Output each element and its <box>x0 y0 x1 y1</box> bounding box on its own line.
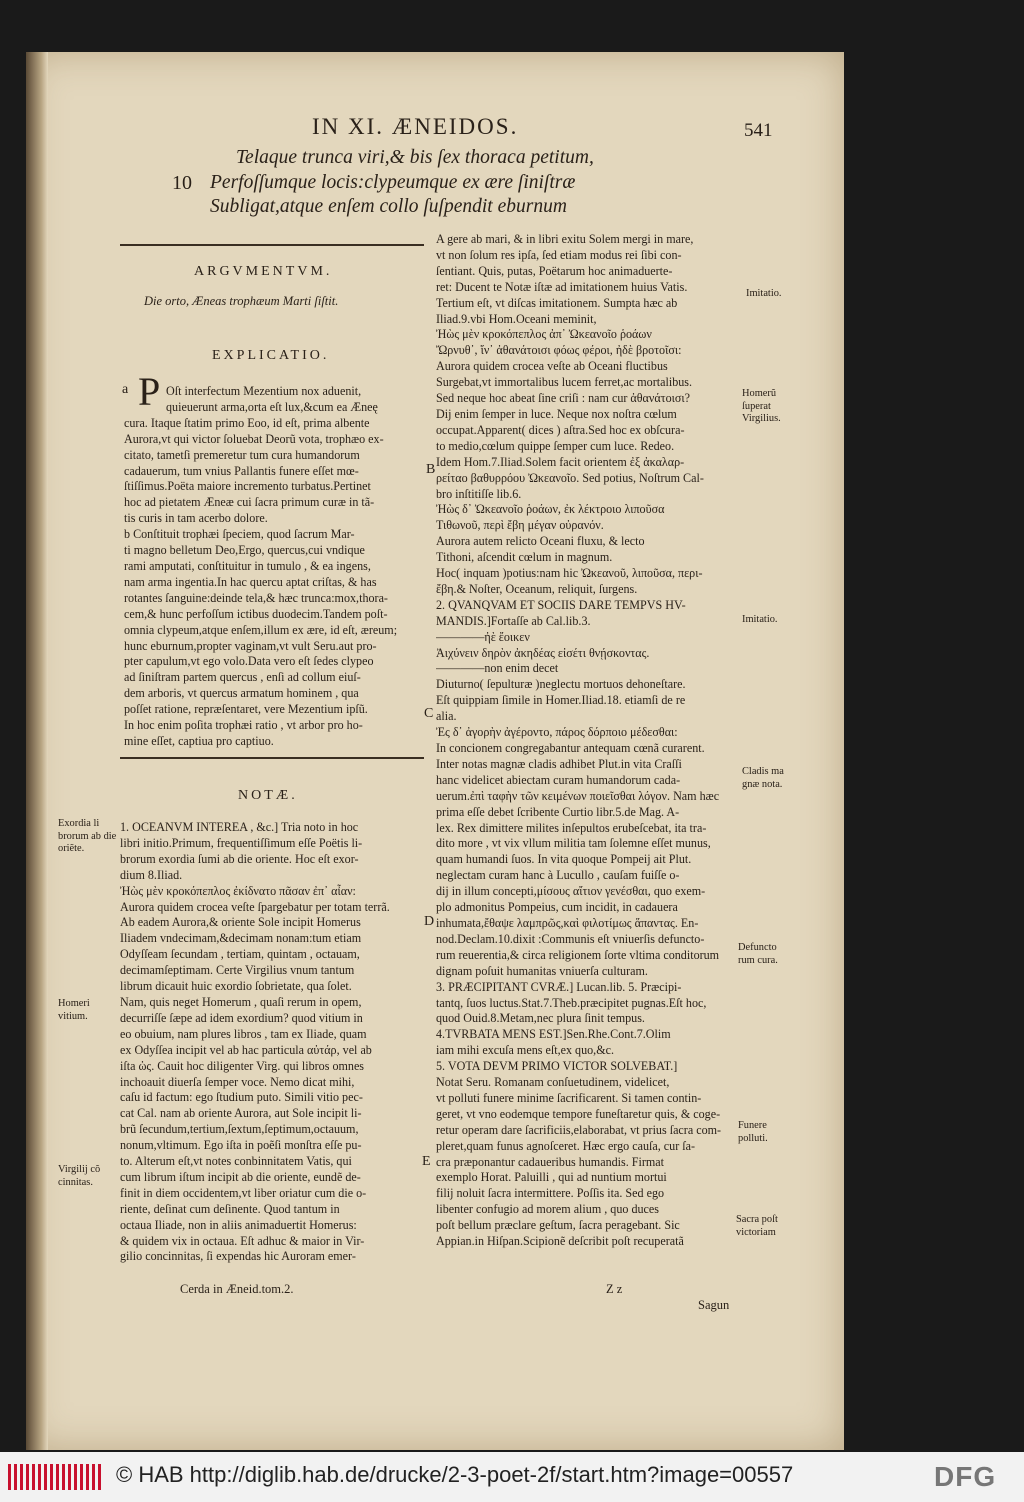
right-column-lines-line: 3. PRÆCIPITANT CVRÆ.] Lucan.lib. 5. Præcipi- <box>436 979 682 994</box>
notae-rule <box>120 757 424 759</box>
right-column-lines-line: quod Ouid.8.Metam,nec plura ſinit tempus. <box>436 1011 645 1026</box>
verse-line-1: Telaque trunca viri,& bis ſex thoraca petitum, <box>236 147 594 168</box>
column-letter-e: E <box>422 1154 431 1169</box>
notae-lines-line: Iliadem vndecimam,&decimam nonam:tum etiam <box>120 931 362 946</box>
notae-lines-line: to. Alterum eſt,vt notes conbinnitatem Vatis, qui <box>120 1154 352 1169</box>
right-column-lines-line: rum reuerentia,& circa religionem ſorte vltima conditorum <box>436 947 720 962</box>
notae-lines-line: cum librum iſtum incipit ab die oriente, eundẽ de- <box>120 1169 361 1184</box>
explicatio-mark-a: a <box>122 382 129 397</box>
explicatio-lines-line: cadauerum, tum vnius Pallantis funere eſſet mœ- <box>124 463 359 478</box>
right-column-lines-line: dignam poſuit humanitas vniuerſa culturam. <box>436 963 648 978</box>
right-column-lines-line: exemplo Horat. Paluilli , qui ad nuntium mortui <box>436 1170 667 1185</box>
right-column-lines-line: ret: Ducent te Notæ iſtæ ad imitationem huius Vatis. <box>436 279 688 294</box>
right-column-lines-line: 2. QVANQVAM ET SOCIIS DARE TEMPVS HV- <box>436 597 686 612</box>
right-column-lines-line: Inter notas magnæ cladis adhibet Plut.in vita Craſſi <box>436 756 682 771</box>
right-column-lines-line: Diuturno( ſepulturæ )neglectu mortuos dehoneſtare. <box>436 677 686 692</box>
footer-credit-link[interactable]: © HAB http://diglib.hab.de/drucke/2-3-poet-2f/start.htm?image=00557 <box>116 1462 794 1487</box>
right-column-lines-line: Sed neque hoc abeat ſine criſi : nam cur ἀθανάτοισι? <box>436 391 691 406</box>
right-column-body <box>436 232 740 1250</box>
margin-note-homeri: Homeri vitium. <box>58 998 90 1022</box>
right-column-lines-line: lex. Rex dimittere milites inſepultos erubeſcebat, ita tra- <box>436 820 707 835</box>
explicatio-lines-line: rami amputati, conſtituitur in tumulo , & ea ingens, <box>124 558 371 573</box>
notae-lines-line: brorum exordia ſumi ab die oriente. Hoc eſt exor- <box>120 851 359 866</box>
right-column-lines-line: occupat.Apparent( dices ) aſtra.Sed hoc ex obſcura- <box>436 422 685 437</box>
right-column-lines-line: Surgebat,vt immortalibus lucem ferret,ac mortalibus. <box>436 375 693 390</box>
right-column-lines-line: 5. VOTA DEVM PRIMO VICTOR SOLVEBAT.] <box>436 1059 678 1074</box>
explicatio-lines-line: quieuerunt arma,orta eſt lux,&cum ea Æneę <box>166 399 378 414</box>
dfg-logo: DFG <box>934 1461 997 1492</box>
notae-lines-line: caſu id factum: ego ſtudium puto. Simili vitio pec- <box>120 1090 363 1105</box>
margin-note-cladis: Cladis ma gnæ nota. <box>742 766 784 790</box>
explicatio-lines-line: cura. Itaque ſtatim primo Eoo, id eſt, prima albente <box>124 415 370 430</box>
explicatio-title: EXPLICATIO. <box>212 348 330 363</box>
right-column-lines-line: Notat Seru. Romanam conſuetudinem, videlicet, <box>436 1075 670 1090</box>
explicatio-lines-line: mine eſſet, captiua pro captiuo. <box>124 733 274 748</box>
notae-lines-line: decimamſeptimam. Certe Virgilius vnum tantum <box>120 963 355 978</box>
right-column-lines-line: Iliad.9.vbi Hom.Oceani meminit, <box>436 311 597 326</box>
right-column-lines-line: Dij enim ſemper in luce. Neque nox noſtra cœlum <box>436 406 677 421</box>
notae-lines-line: & quidem vix in octaua. Eſt adhuc & maior in Vir- <box>120 1233 365 1248</box>
right-column-lines-line: Tithoni, aſcendit cœlum in magnum. <box>436 550 613 565</box>
right-column-lines-line: Ἀιχύνειν δηρὸν ἀκηδέας εἰσέτι θνῄσκοντας. <box>436 645 650 660</box>
right-column-lines-line: nod.Declam.10.dixit :Communis eſt vniuerſis defuncto- <box>436 931 705 946</box>
right-column-lines-line: poſt bellum præclare geſtum, ſacra peragebant. Sic <box>436 1218 680 1233</box>
notae-lines-line: iſta ὡς. Cauit hoc diligenter Virg. qui libros omnes <box>120 1058 365 1073</box>
explicatio-lines-line: hoc ad pietatem Æneæ cui ſacra primum curæ in tã- <box>124 495 375 510</box>
right-column-lines-line: iam mihi excuſa mens eſt,ex quo,&c. <box>436 1043 614 1058</box>
right-column-lines-line: ————non enim decet <box>436 661 559 676</box>
column-letter-d: D <box>424 914 435 929</box>
verse-line-3: Subligat,atque enſem collo ſuſpendit eburnum <box>210 196 567 217</box>
explicatio-lines-line: Oſt interfectum Mezentium nox aduenit, <box>166 384 362 398</box>
notae-lines-line: libri initio.Primum, frequentiſſimum eſſe Poëtis li- <box>120 835 363 850</box>
notae-body <box>120 820 434 1265</box>
right-column-lines-line: uerum.ἐπὶ ταφὴν τῶν κειμένων ποιεῖσθαι λόγον. Nam hæc <box>436 788 720 803</box>
right-column-lines-line: hanc videlicet abiectam curam humandorum cada- <box>436 772 681 787</box>
notae-title: NOTÆ. <box>238 788 298 803</box>
signature-mark: Z z <box>606 1282 623 1296</box>
right-column-lines-line: plo admonitus Pompeius, cum incidit, in cadauera <box>436 900 678 915</box>
right-column-lines-line: Ἐς δ᾽ ἀγορὴν ἀγέροντο, πάρος δόρποιο μέδεσθαι: <box>436 725 678 740</box>
notae-lines-line: 1. OCEANVM INTEREA , &c.] Tria noto in hoc <box>120 820 359 834</box>
column-letter-b: B <box>426 462 436 477</box>
explicatio-lines-line: omnia clypeum,atque enſem,illum ex ære, id eſt, æreum; <box>124 622 398 637</box>
explicatio-lines-line: citato, tametſi premeretur tum cura humandorum <box>124 447 360 462</box>
notae-signature: Cerda in Æneid.tom.2. <box>180 1282 294 1296</box>
notae-lines-line: dium 8.Iliad. <box>120 867 183 882</box>
right-column-lines-line: ρείταο βαθυρρόου Ὠκεανοῖο. Sed potius, Noſtrum Cal- <box>436 470 704 485</box>
notae-lines-line: brũ ſecundum,tertium,ſextum,ſeptimum,octauum, <box>120 1122 359 1137</box>
explicatio-lines-line: hunc eburnum,propter vaginam,vt vult Seru.aut pro- <box>124 638 377 653</box>
margin-note-funere: Funere polluti. <box>738 1120 768 1144</box>
running-title: IN XI. ÆNEIDOS. <box>312 114 519 139</box>
right-column-lines-line: Tertium eſt, vt diſcas imitationem. Sumpta hæc ab <box>436 295 678 310</box>
explicatio-lines-line: nam arma ingentia.In hac quercu aptat criſtas, & has <box>124 574 377 589</box>
right-column-lines-line: inhumata,ἔθαψε λαμπρῶς,καὶ φιλοτίμως ἅπαντας. En- <box>436 915 699 930</box>
explicatio-lines-line: ad ſiniſtram partem quercus , enſi ad collum eiuſ- <box>124 670 361 685</box>
drop-cap: P <box>138 369 161 414</box>
margin-note-imitatio-1: Imitatio. <box>746 288 782 299</box>
margin-note-imitatio-2: Imitatio. <box>742 614 778 625</box>
notae-lines-line: librum dicauit huic exordio ſobrietate, qua ſolet. <box>120 979 352 994</box>
catchword: Sagun <box>698 1298 730 1312</box>
right-column-lines-line: retur operam dare ſacrificiis,elaborabat, vt prius ſacra com- <box>436 1122 722 1137</box>
margin-note-sacra: Sacra poſt victoriam <box>736 1214 778 1238</box>
explicatio-lines-line: rotantes ſanguine:deinde tela,& hæc trunca:mox,thora- <box>124 590 388 605</box>
section-rule <box>120 244 424 246</box>
right-column-lines-line: neglectam curam hanc à Lucullo , cauſam fuiſſe o- <box>436 868 680 883</box>
notae-lines-line: Ab eadem Aurora,& oriente Sole incipit Homerus <box>120 915 361 930</box>
right-column-lines-line: vt non ſolum res ipſa, ſed etiam modus rei ſibi con- <box>436 247 682 262</box>
argumentum-text: Die orto, Æneas trophæum Marti ſiſtit. <box>144 294 339 308</box>
right-column-lines-line: Aurora quidem crocea veſte ab Oceani fluctibus <box>436 359 668 374</box>
footer-bar <box>0 1452 1024 1502</box>
explicatio-lines-line: dem arboris, vt quercus armatum hominem , qua <box>124 686 359 701</box>
hab-barcode-icon <box>8 1464 104 1490</box>
margin-note-homerum: Homerũ ſuperat Virgilius. <box>742 388 781 424</box>
right-column-lines-line: alia. <box>436 709 457 724</box>
notae-lines-line: Aurora quidem crocea veſte ſpargebatur per totam terrã. <box>120 899 390 914</box>
explicatio-lines-line: poſſet ratione, repræſentaret, vere Mezentium ipſũ. <box>124 702 368 717</box>
notae-lines-line: Nam, quis neget Homerum , quaſi rerum in opem, <box>120 994 362 1009</box>
explicatio-lines-line: ſtiſſimus.Poëta maiore incremento turbatus.Pertinet <box>124 479 371 494</box>
right-column-lines-line: Idem Hom.7.Iliad.Solem facit orientem ἐξ ἀκαλαρ- <box>436 454 685 469</box>
verse-number: 10 <box>172 172 192 194</box>
notae-lines-line: octaua Iliade, non in aliis animaduertit Homerus: <box>120 1217 357 1232</box>
margin-note-exordia: Exordia li brorum ab die oriẽte. <box>58 818 117 854</box>
right-column-lines-line: 4.TVRBATA MENS EST.]Sen.Rhe.Cont.7.Olim <box>436 1027 671 1042</box>
notae-lines-line: eo obuium, nam plures libros , tam ex Iliade, quam <box>120 1026 367 1041</box>
column-letter-c: C <box>424 706 434 721</box>
right-column-lines-line: cra præponantur cadaueribus humandis. Firmat <box>436 1154 665 1169</box>
explicatio-lines-line: pter capulum,vt ego volo.Data vero eſt ſedes clypeo <box>124 654 374 669</box>
right-column-lines-line: quam humandi ſuos. In vita quoque Pompeij ait Plut. <box>436 852 692 867</box>
page-number: 541 <box>744 120 773 141</box>
explicatio-body <box>124 384 436 750</box>
right-column-lines-line: Ὤρνυθ᾽, ἵν᾽ ἀθανάτοισι φόως φέροι, ἠδὲ βροτοῖσι: <box>436 343 682 358</box>
right-column-lines-line: In concionem congregabantur antequam cœnã curarent. <box>436 741 705 755</box>
right-column-lines-line: Τιθωνοῦ, περὶ ἔβη μέγαν οὐρανόν. <box>436 518 604 533</box>
explicatio-lines-line: tis curis in tam acerbo dolore. <box>124 511 268 526</box>
verse-line-2: Perfoſſumque locis:clypeumque ex ære ſiniſtræ <box>210 172 576 193</box>
notae-lines-line: riente, deſinat cum deſinente. Quod tantum in <box>120 1201 340 1216</box>
right-column-lines-line: geret, vt vno eodemque tempore funeſtaretur quis, & coge- <box>436 1106 721 1121</box>
explicatio-lines-line: cem,& hunc perfoſſum ictibus duodecim.Tandem poſt- <box>124 606 388 621</box>
explicatio-lines-line: b Conſtituit trophæi ſpeciem, quod ſacrum Mar- <box>124 527 355 542</box>
right-column-lines-line: tantq, ſuos luctus.Stat.7.Theb.præcipitet pugnas.Eſt hoc, <box>436 995 707 1010</box>
notae-lines-line: finit in diem occidentem,vt liber oriatur cum die o- <box>120 1185 367 1200</box>
right-column-lines-line: MANDIS.]Fortaſſe ab Cal.lib.3. <box>436 613 591 628</box>
notae-lines-line: gilio concinnitas, ſi expendas hic Auroram emer- <box>120 1249 356 1264</box>
notae-lines-line: cat Cal. nam ab oriente Aurora, aut Sole incipit li- <box>120 1106 362 1121</box>
explicatio-lines-line: Aurora,vt qui victor ſoluebat Deorũ vota, trophæo ex- <box>124 431 384 446</box>
margin-note-virgilii: Virgilij cõ cinnitas. <box>58 1164 101 1188</box>
margin-note-defuncto: Defuncto rum cura. <box>738 942 778 966</box>
right-column-lines-line: ſentiant. Quis, putas, Poëtarum hoc animaduerte- <box>436 263 673 278</box>
right-column-lines-line: dito more , vt vix vllum militia tam ſolemne eſſet munus, <box>436 836 711 851</box>
right-column-lines-line: Hoc( inquam )potius:nam hic Ὠκεανοῦ, λιποῦσα, περι- <box>436 566 703 581</box>
right-column-lines-line: A gere ab mari, & in libri exitu Solem mergi in mare, <box>436 232 694 246</box>
book-page <box>26 52 844 1450</box>
explicatio-lines-line: In hoc enim poſita trophæi ratio , vt arbor pro ho- <box>124 718 363 733</box>
notae-lines-line: Odyſſeam ſecundam , tertiam, quintam , octauam, <box>120 947 360 962</box>
right-column-lines-line: bro inſtitiſſe lib.6. <box>436 486 522 501</box>
right-column-lines-line: vt polluti funere minime ſacrificarent. Si tamen contin- <box>436 1090 702 1105</box>
right-column-lines-line: dij in illum concepti,μίσους αἴτιον γενέσθαι, quo exem- <box>436 884 706 899</box>
right-column-lines-line: libenter confugio ad morem alium , quo duces <box>436 1202 660 1217</box>
argumentum-title: ARGVMENTVM. <box>194 264 333 279</box>
right-column-lines-line: filij noluit ſacra intermittere. Poſſis ita. Sed ego <box>436 1186 665 1201</box>
right-column-lines-line: prima eſſe debet ſcribente Curtio libr.5.de Mag. A- <box>436 804 680 819</box>
right-column-lines-line: Ἠὼς μὲν κροκόπεπλος ἀπ᾽ Ὠκεανοῖο ῥοάων <box>436 327 652 342</box>
notae-lines-line: decurriſſe ſæpe ad idem exordium? quod vitium in <box>120 1010 363 1025</box>
right-column-lines-line: Ἠὼς δ᾽ Ὠκεανοῖο ῥοάων, ἐκ λέκτροιο λιποῦσα <box>436 502 665 517</box>
right-column-lines-line: Aurora autem relicto Oceani fluxu, & lecto <box>436 534 645 549</box>
notae-lines-line: ex Odyſſea incipit vel ab hac particula αὐτάρ, vel ab <box>120 1042 372 1057</box>
explicatio-lines-line: ti magno belletum Deo,Ergo, quercus,cui vndique <box>124 543 365 558</box>
page-binding-shadow <box>26 52 48 1450</box>
notae-lines-line: Ἠὼς μὲν κροκόπεπλος ἐκίδνατο πᾶσαν ἐπ᾽ αἶαν: <box>120 883 356 898</box>
notae-lines-line: nonum,vltimum. Ego iſta in poẽſi monſtra eſſe pu- <box>120 1138 362 1153</box>
right-column-lines-line: to medio,cœlum quippe ſemper cum luce. Redeo. <box>436 438 675 453</box>
right-column-lines-line: ————ἠὲ ἔοικεν <box>436 629 530 644</box>
notae-lines-line: inchoauit diuerſa ſemper voce. Nemo dicat mihi, <box>120 1074 355 1089</box>
right-column-lines-line: ἔβη.& Noſter, Oceanum, reliquit, ſurgens. <box>436 581 638 596</box>
right-column-lines-line: pleret,quam funus agnoſceret. Hæc ergo cauſa, cur ſa- <box>436 1138 696 1153</box>
right-column-lines-line: Appian.in Hiſpan.Scipionẽ deſcribit poſt recuperatã <box>436 1234 684 1249</box>
right-column-lines-line: Eſt quippiam ſimile in Homer.Iliad.18. etiamſi de re <box>436 693 686 708</box>
